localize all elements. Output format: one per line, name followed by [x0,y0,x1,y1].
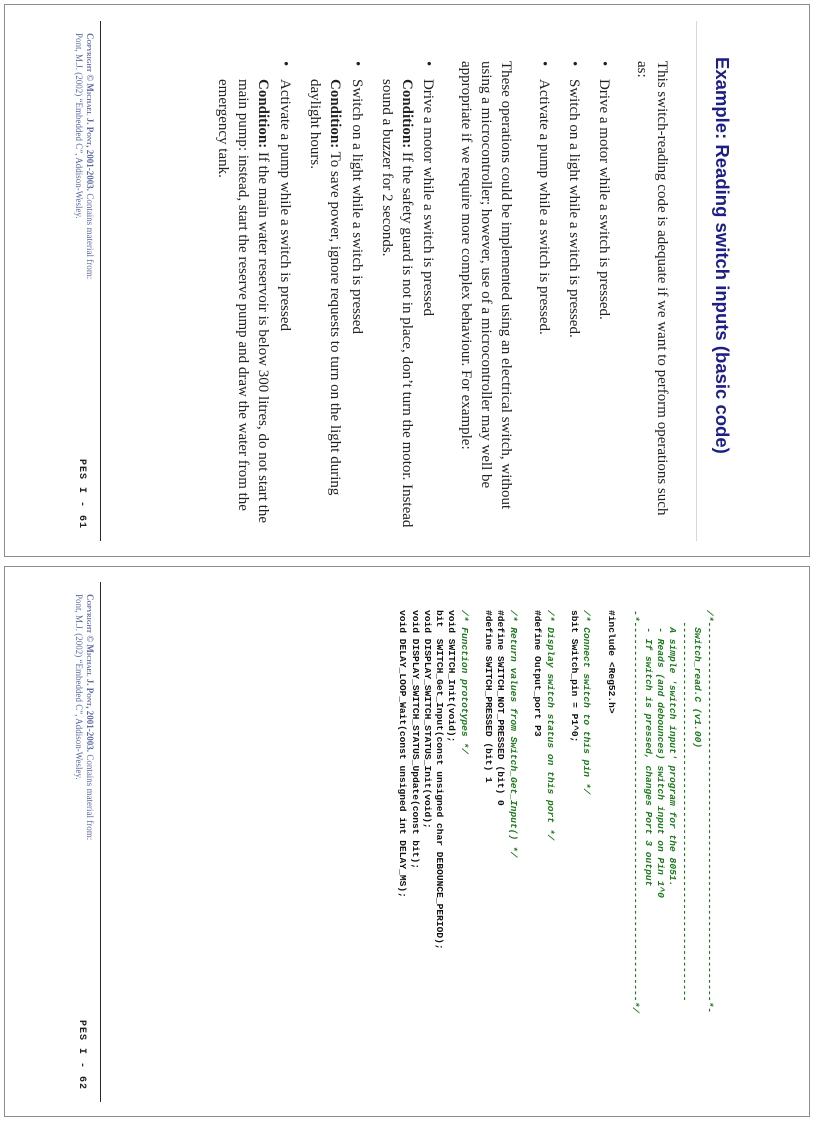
copyright-footer: Copyright © Michael J. Pont, 2001-2003. Contains material from: Pont, M.J. (2002) “Embedded C”, Addison-Wesley. [73,32,95,279]
simple-operations-list [533,61,613,531]
intro-paragraph: This switch-reading code is adequate if we want to perform operations such as: [634,60,670,515]
code-comment: /* Display switch status on this port */ [544,609,556,840]
title-divider [696,21,697,541]
code-line: void DISPLAY_SWITCH_STATUS_Update(const bit); [409,609,421,869]
code-filename: Switch_read.C (v1.00) [691,609,703,748]
slide-62 [47,582,767,1102]
code-comment: /* Function prototypes */ [458,609,470,754]
code-comment: /* Return values from Switch_Get_Input() */ [507,609,519,858]
code-listing [396,610,715,1100]
comment-description: A simple 'switch input' program for the 8051. [667,609,679,886]
bullet-icon: • [596,60,613,66]
comment-description: - If switch is pressed, changes Port 3 output [642,609,654,886]
list-item: • Switch on a light while a switch is pressed. [563,61,583,531]
include-line: #include <Reg52.h> [605,609,617,714]
code-line: void DISPLAY_SWITCH_STATUS_Init(void); [421,609,433,829]
comment-description: - Reads (and debounces) switch input on Pin 1^0 [654,609,666,898]
bullet-icon: • [566,60,583,66]
condition-text: Condition: If the main water reservoir is below 300 litres, do not start the main pump: instead, start the reserve pump and draw the water from the emergency tank. [215,78,271,523]
condition-text: Condition: To save power, ignore requests to turn on the light during daylight hours. [306,78,343,495]
complex-operations-list [212,61,437,531]
footer-divider [100,582,101,1102]
code-line: #define Output_port P3 [532,609,544,737]
condition-text: Condition: If the safety guard is not in place, don’t turn the motor. Instead sound a buzzer for 2 seconds. [378,78,415,527]
slide-61-frame [4,4,810,557]
code-line: #define SWITCH_PRESSED (bit) 1 [483,609,495,783]
microcontroller-paragraph: These operations could be implemented using an electrical switch, without using a microcontroller; however, use of a microcontroller may well be appropriate if we require more complex behaviour. For example: [458,60,515,509]
code-line: void DELAY_LOOP_Wait(const unsigned int DELAY_MS); [397,609,409,898]
code-line: #define SWITCH_NOT_PRESSED (bit) 0 [495,609,507,806]
comment-footer-rule: -*------------------------------------------------------------------*/ [630,609,642,1013]
footer-divider [100,21,101,541]
list-item: • Activate a pump while a switch is pressed Condition: If the main water reservoir is below 300 litres, do not start the main pump: instead, start the reserve pump and draw the water from the emergency tank. [212,61,294,531]
slide-title: Example: Reading switch inputs (basic code) [712,56,733,454]
slide-61 [47,21,767,541]
comment-separator: ------------------------------------------------------------------ [679,609,691,1001]
list-item: • Drive a motor while a switch is pressed. [593,61,613,531]
code-line: void SWITCH_Init(void); [446,609,458,742]
bullet-icon: • [276,60,293,66]
slide-body [194,61,671,531]
code-line: bit SWITCH_Get_Input(const unsigned char DEBOUNCE_PERIOD); [434,609,446,950]
page-number: PES I - 62 [76,1019,87,1090]
list-item: • Switch on a light while a switch is pressed Condition: To save power, ignore requests to turn on the light during daylight hours. [304,61,366,531]
bullet-icon: • [348,60,365,66]
bullet-icon: • [536,60,553,66]
page-number: PES I - 61 [76,458,87,529]
slide-62-frame [4,566,810,1117]
list-item: • Drive a motor while a switch is pressed Condition: If the safety guard is not in place, don’t turn the motor. Instead sound a buzzer for 2 seconds. [376,61,438,531]
code-comment: /* Connect switch to this pin */ [581,609,593,794]
list-item: • Activate a pump while a switch is pressed. [533,61,553,531]
copyright-footer: Copyright © Michael J. Pont, 2001-2003. Contains material from: Pont, M.J. (2002) “Embedded C”, Addison-Wesley. [73,593,95,840]
bullet-icon: • [420,60,437,66]
comment-header-rule: /*------------------------------------------------------------------*- [704,609,715,1013]
code-line: sbit Switch_pin = P1^0; [569,609,581,742]
